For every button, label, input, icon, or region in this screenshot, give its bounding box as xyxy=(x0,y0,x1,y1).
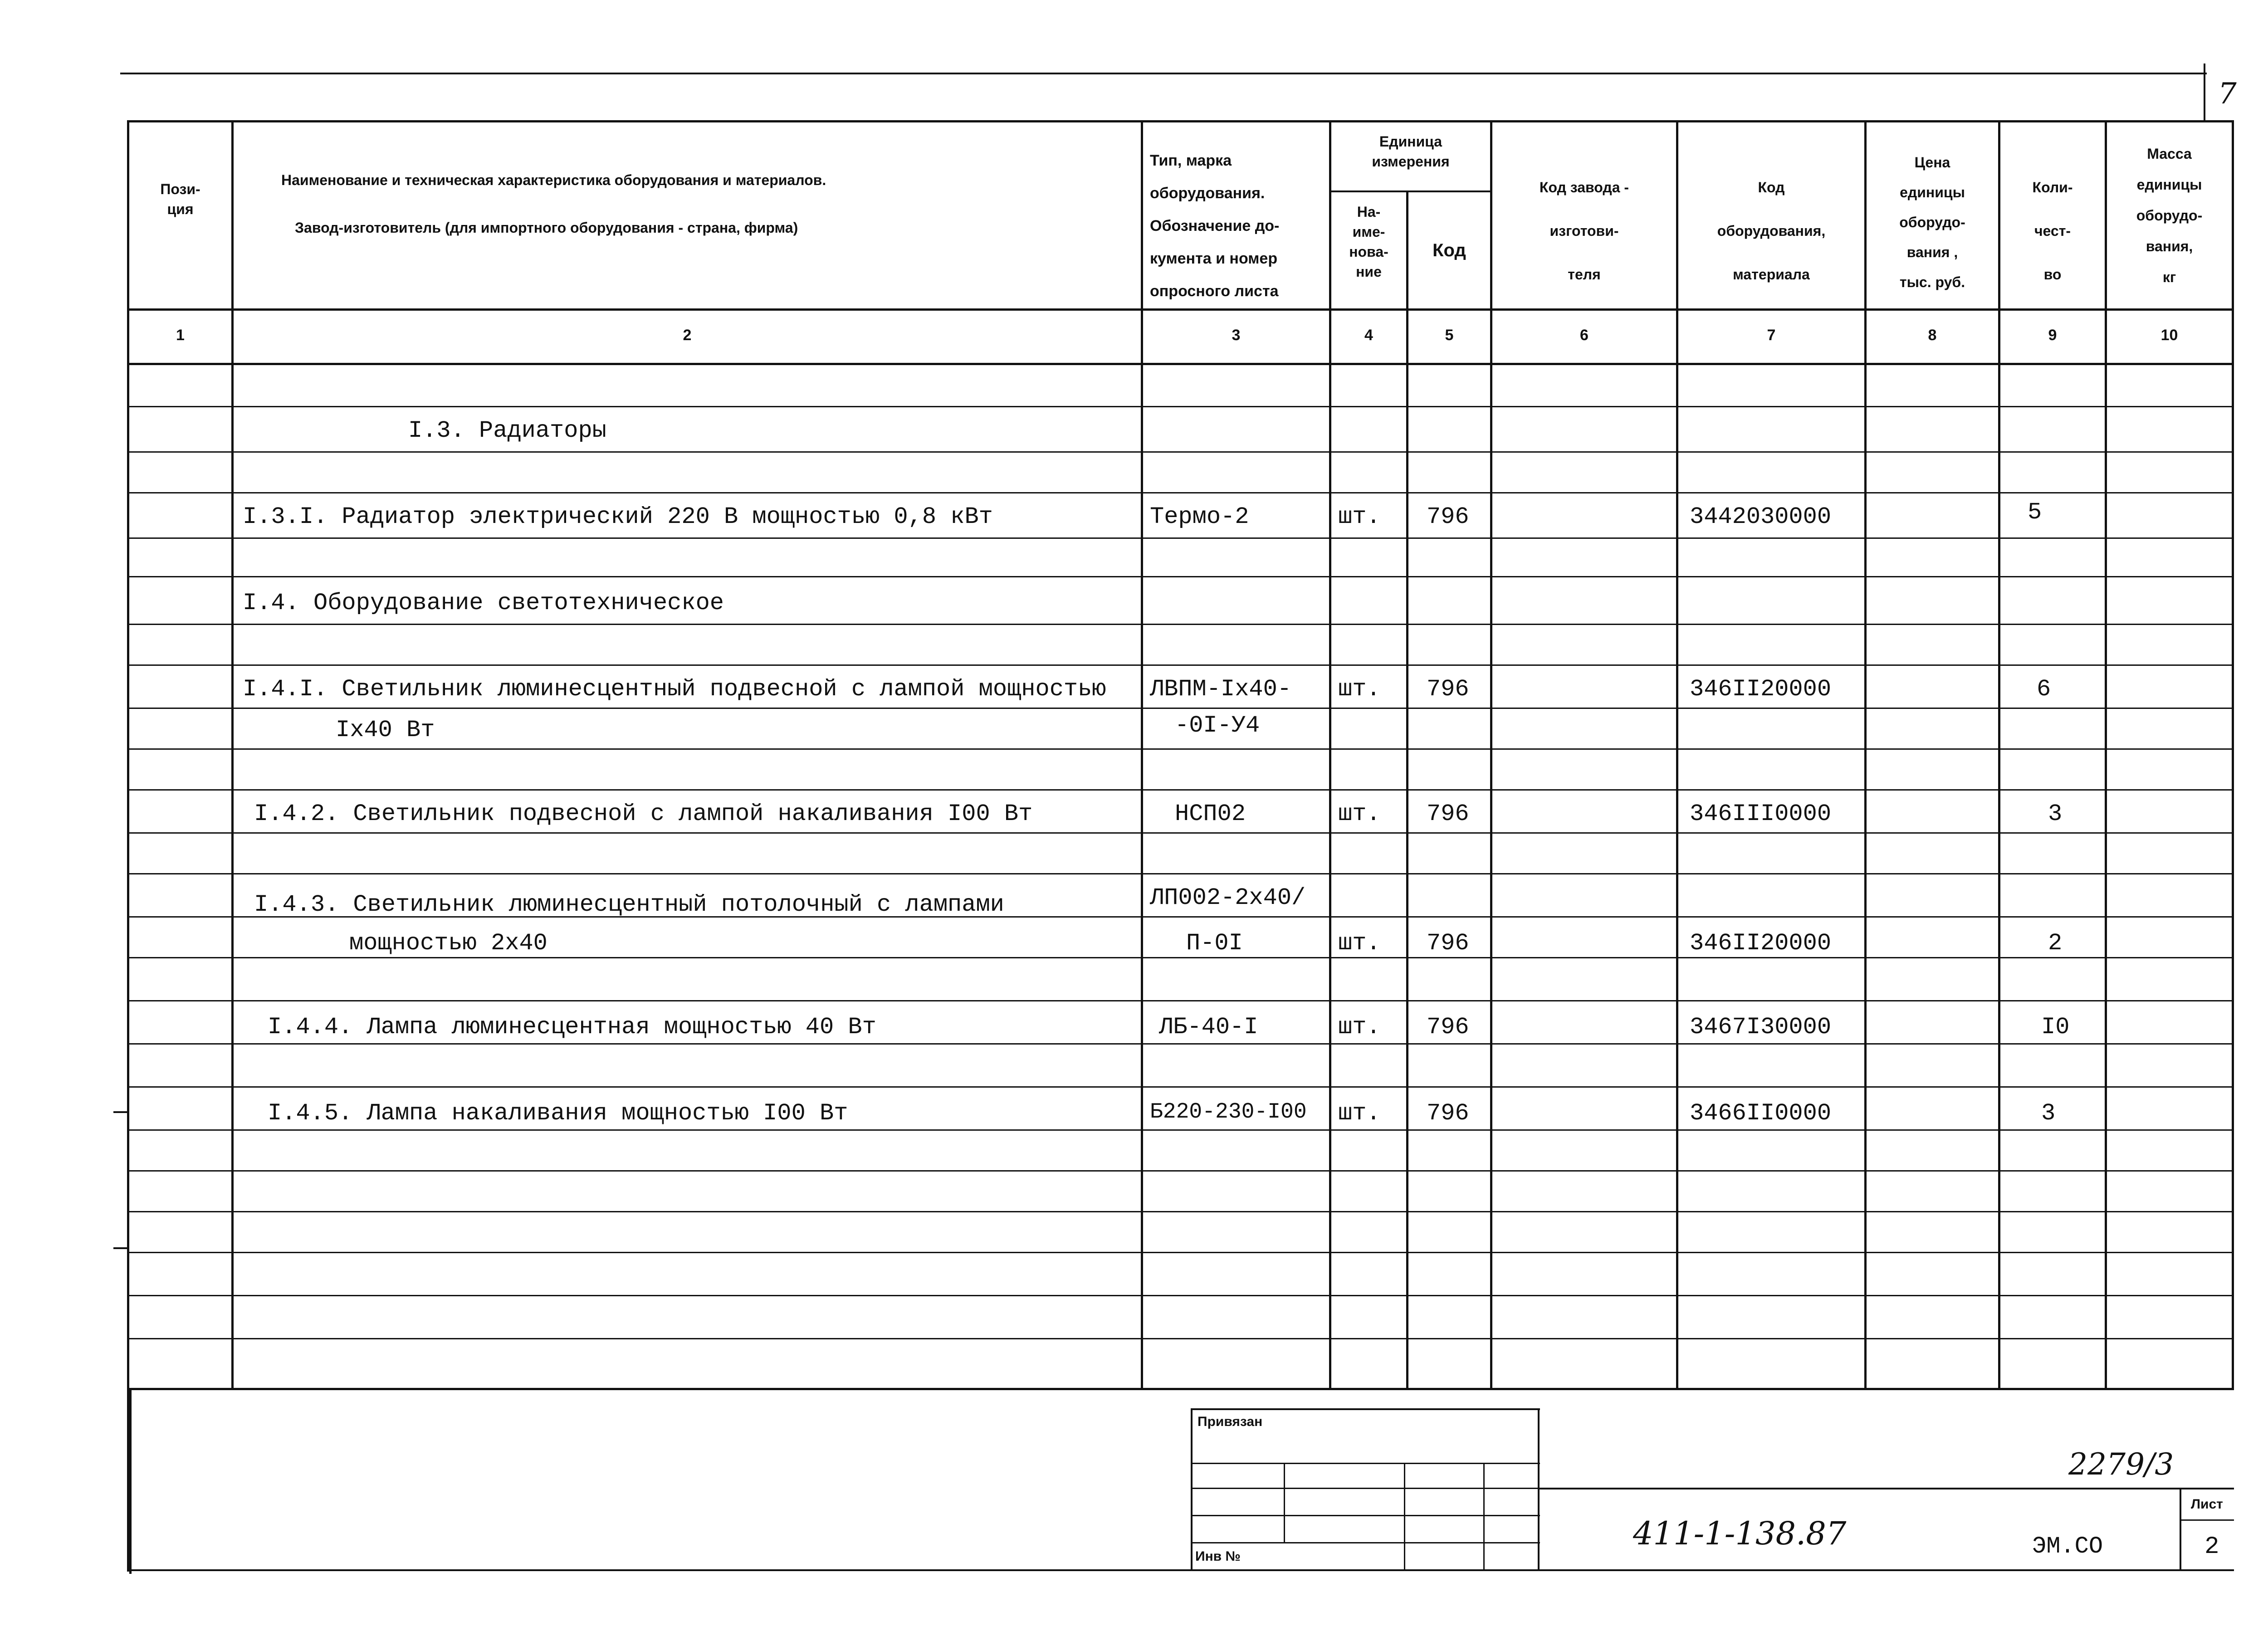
row-line xyxy=(127,1086,2234,1088)
section-heading-lighting: I.4. Оборудование светотехническое xyxy=(243,590,724,616)
document-code: 411-1-138.87 xyxy=(1633,1515,1847,1552)
item-name: I.4.I. Светильник люминесцентный подвесной с лампой мощностью xyxy=(243,676,1106,703)
item-unit-code: 796 xyxy=(1427,676,1469,703)
item-unit: шт. xyxy=(1338,930,1381,957)
item-name-cont: Iх40 Вт xyxy=(336,717,435,743)
colnum-9: 9 xyxy=(2048,327,2057,344)
drawing-mark: ЭМ.СО xyxy=(2032,1533,2103,1560)
item-unit: шт. xyxy=(1338,801,1381,827)
row-line xyxy=(127,708,2234,709)
row-line xyxy=(127,1129,2234,1131)
item-name: I.4.5. Лампа накаливания мощностью I00 Вт xyxy=(268,1100,848,1127)
header-type: Тип, марка оборудования. Обозначение до- кумента и номер опросного листа xyxy=(1150,152,1280,300)
col-line-1 xyxy=(231,120,234,1390)
row-line xyxy=(127,492,2234,493)
item-equip-code: 346II20000 xyxy=(1690,930,1832,957)
item-unit-code: 796 xyxy=(1427,930,1469,957)
margin-tick xyxy=(113,1247,129,1249)
stamp-row-line xyxy=(1191,1488,1540,1489)
colnum-5: 5 xyxy=(1445,327,1454,344)
colnum-4: 4 xyxy=(1364,327,1373,344)
header-name-1: Наименование и техническая характеристика оборудования и материалов. xyxy=(281,172,826,188)
title-block-top xyxy=(1538,1488,2234,1489)
colnum-bottom xyxy=(127,363,2234,365)
col-line-3 xyxy=(1329,120,1331,1390)
item-equip-code: 3467I30000 xyxy=(1690,1014,1832,1040)
sheet-number: 2 xyxy=(2204,1533,2219,1561)
item-type: ЛБ-40-I xyxy=(1159,1014,1258,1040)
col-line-8 xyxy=(1998,120,2000,1390)
row-line xyxy=(127,576,2234,577)
header-maker-code: Код завода - изготови- теля xyxy=(1539,179,1629,283)
item-type: ЛП002-2х40/ xyxy=(1150,884,1306,911)
table-top xyxy=(127,120,2234,122)
row-line xyxy=(127,1000,2234,1001)
item-name: I.4.4. Лампа люминесцентная мощностью 40 Вт xyxy=(268,1014,876,1040)
row-line xyxy=(127,1211,2234,1212)
header-equip-code: Код оборудования, материала xyxy=(1717,179,1826,283)
header-pos: Пози- ция xyxy=(160,181,200,217)
row-line xyxy=(127,957,2234,958)
item-qty: 3 xyxy=(2048,801,2063,827)
row-line xyxy=(127,406,2234,407)
col-line-2 xyxy=(1141,120,1143,1390)
item-equip-code: 346II20000 xyxy=(1690,676,1832,703)
row-line xyxy=(127,748,2234,750)
stamp-row-line xyxy=(1191,1542,1540,1543)
unit-sub-divider xyxy=(1329,190,1490,192)
stamp-box-top xyxy=(1191,1408,1540,1410)
header-unit-code: Код xyxy=(1432,240,1466,260)
bottom-frame-line xyxy=(129,1569,2234,1571)
stamp-privyazan: Привязан xyxy=(1198,1414,1263,1429)
item-type-cont: -0I-У4 xyxy=(1175,712,1260,739)
row-line xyxy=(127,624,2234,625)
colnum-3: 3 xyxy=(1232,327,1241,344)
corner-vline xyxy=(2204,63,2205,122)
item-unit-code: 796 xyxy=(1427,1014,1469,1040)
item-name-cont: мощностью 2х40 xyxy=(349,930,547,957)
col-line-5 xyxy=(1490,120,1492,1390)
item-name: I.3.I. Радиатор электрический 220 В мощностью 0,8 кВт xyxy=(243,503,993,530)
item-name: I.4.3. Светильник люминесцентный потолочный с лампами xyxy=(254,891,1004,918)
sheet-label: Лист xyxy=(2191,1497,2223,1512)
top-rule xyxy=(120,73,2207,74)
row-line xyxy=(127,789,2234,791)
header-name-2: Завод-изготовитель (для импортного оборудования - страна, фирма) xyxy=(295,220,798,236)
col-line-6 xyxy=(1676,120,1678,1390)
item-type: Термо-2 xyxy=(1150,503,1249,530)
stamp-row-line xyxy=(1191,1463,1540,1464)
stamp-col-line xyxy=(1284,1463,1285,1542)
item-type-cont: П-0I xyxy=(1186,930,1243,957)
item-type: ЛВПМ-Iх40- xyxy=(1150,676,1292,703)
colnum-2: 2 xyxy=(683,327,692,344)
section-heading-radiators: I.3. Радиаторы xyxy=(408,417,606,444)
item-unit-code: 796 xyxy=(1427,503,1469,530)
stamp-row-line xyxy=(1191,1515,1540,1516)
item-name: I.4.2. Светильник подвесной с лампой накаливания I00 Вт xyxy=(254,801,1033,827)
row-line xyxy=(127,1170,2234,1172)
row-line xyxy=(127,537,2234,539)
item-qty: 2 xyxy=(2048,930,2063,957)
header-unit: Единица измерения xyxy=(1372,133,1450,170)
table-right xyxy=(2232,120,2234,1390)
item-unit-code: 796 xyxy=(1427,1100,1469,1127)
colnum-8: 8 xyxy=(1928,327,1937,344)
row-line xyxy=(127,1043,2234,1045)
header-price: Цена единицы оборудо- вания , тыс. руб. xyxy=(1899,154,1965,290)
item-equip-code: 346III0000 xyxy=(1690,801,1832,827)
table-body-bottom xyxy=(127,1388,2234,1390)
margin-tick xyxy=(113,1111,129,1113)
item-equip-code: 3466II0000 xyxy=(1690,1100,1832,1127)
header-unit-name: На- име- нова- ние xyxy=(1349,204,1388,280)
item-unit-code: 796 xyxy=(1427,801,1469,827)
stamp-inv-number: Инв № xyxy=(1195,1549,1241,1564)
stamp-col-line xyxy=(1483,1463,1485,1569)
row-line xyxy=(127,664,2234,666)
row-line xyxy=(127,873,2234,874)
header-mass: Масса единицы оборудо- вания, кг xyxy=(2136,146,2203,285)
row-line xyxy=(127,832,2234,834)
colnum-10: 10 xyxy=(2160,327,2178,344)
item-unit: шт. xyxy=(1338,503,1381,530)
header-qty: Коли- чест- во xyxy=(2032,179,2073,283)
colnum-7: 7 xyxy=(1767,327,1776,344)
row-line xyxy=(127,1338,2234,1339)
page-number: 7 xyxy=(2218,77,2237,111)
left-margin-line xyxy=(129,1388,132,1574)
col-line-9 xyxy=(2105,120,2107,1390)
item-equip-code: 3442030000 xyxy=(1690,503,1832,530)
item-qty: I0 xyxy=(2041,1014,2070,1040)
item-unit: шт. xyxy=(1338,676,1381,703)
item-qty: 3 xyxy=(2041,1100,2056,1127)
item-unit: шт. xyxy=(1338,1014,1381,1040)
row-line xyxy=(127,451,2234,453)
stamp-col-line xyxy=(1404,1463,1405,1569)
header-bottom xyxy=(127,308,2234,311)
item-qty: 5 xyxy=(2028,499,2042,526)
item-type: Б220-230-I00 xyxy=(1150,1100,1307,1124)
album-number: 2279/3 xyxy=(2068,1447,2174,1482)
col-line-7 xyxy=(1864,120,1867,1390)
sheet-box-left xyxy=(2180,1488,2181,1569)
colnum-1: 1 xyxy=(176,327,185,344)
item-qty: 6 xyxy=(2037,676,2051,703)
item-type: НСП02 xyxy=(1175,801,1246,827)
item-unit: шт. xyxy=(1338,1100,1381,1127)
colnum-6: 6 xyxy=(1580,327,1589,344)
sheet-box-divider xyxy=(2180,1519,2234,1521)
row-line xyxy=(127,1252,2234,1253)
row-line xyxy=(127,1295,2234,1296)
